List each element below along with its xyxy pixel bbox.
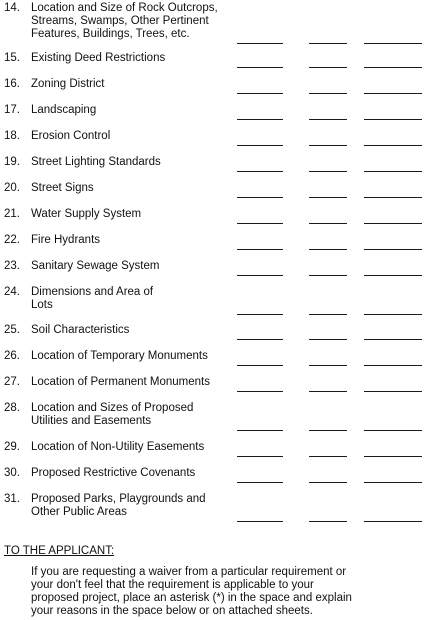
item-label-line: Existing Deed Restrictions bbox=[31, 52, 166, 64]
blank-line-2[interactable] bbox=[309, 249, 347, 250]
item-label bbox=[31, 260, 231, 273]
item-label-line: Dimensions and Area of bbox=[31, 286, 154, 298]
blank-line-3[interactable] bbox=[364, 43, 422, 44]
blank-line-2[interactable] bbox=[309, 521, 347, 522]
item-number: 31. bbox=[4, 493, 20, 505]
blank-line-2[interactable] bbox=[309, 365, 347, 366]
blank-line-1[interactable] bbox=[237, 93, 283, 94]
blank-line-1[interactable] bbox=[237, 223, 283, 224]
item-label-line: Utilities and Easements bbox=[31, 415, 152, 427]
item-number: 22. bbox=[4, 234, 20, 246]
item-label bbox=[31, 2, 231, 41]
item-label-line: Erosion Control bbox=[31, 130, 111, 142]
blank-line-3[interactable] bbox=[364, 171, 422, 172]
blank-line-1[interactable] bbox=[237, 456, 283, 457]
item-label-line: Landscaping bbox=[31, 104, 97, 116]
blank-line-1[interactable] bbox=[237, 430, 283, 431]
applicant-note-line: your reasons in the space below or on attached sheets. bbox=[31, 605, 313, 617]
applicant-note-line: your don't feel that the requirement is applicable to your bbox=[31, 579, 314, 591]
blank-line-2[interactable] bbox=[309, 314, 347, 315]
blank-line-2[interactable] bbox=[309, 43, 347, 44]
item-label bbox=[31, 156, 231, 169]
blank-line-2[interactable] bbox=[309, 391, 347, 392]
blank-line-3[interactable] bbox=[364, 314, 422, 315]
blank-line-1[interactable] bbox=[237, 339, 283, 340]
blank-line-1[interactable] bbox=[237, 67, 283, 68]
item-label bbox=[31, 104, 231, 117]
blank-line-1[interactable] bbox=[237, 521, 283, 522]
item-number: 28. bbox=[4, 402, 20, 414]
blank-line-2[interactable] bbox=[309, 119, 347, 120]
item-label bbox=[31, 402, 231, 428]
blank-line-3[interactable] bbox=[364, 482, 422, 483]
blank-line-3[interactable] bbox=[364, 119, 422, 120]
item-label-line: Zoning District bbox=[31, 78, 105, 90]
item-number: 15. bbox=[4, 52, 20, 64]
item-label-line: Lots bbox=[31, 299, 53, 311]
blank-line-2[interactable] bbox=[309, 223, 347, 224]
item-label-line: Location and Size of Rock Outcrops, bbox=[31, 2, 218, 14]
blank-line-3[interactable] bbox=[364, 197, 422, 198]
item-label-line: Street Lighting Standards bbox=[31, 156, 161, 168]
item-number: 29. bbox=[4, 441, 20, 453]
item-number: 30. bbox=[4, 467, 20, 479]
applicant-heading: TO THE APPLICANT: bbox=[4, 545, 115, 557]
applicant-note bbox=[31, 566, 421, 618]
blank-line-2[interactable] bbox=[309, 430, 347, 431]
item-label bbox=[31, 78, 231, 91]
item-number: 17. bbox=[4, 104, 20, 116]
blank-line-3[interactable] bbox=[364, 145, 422, 146]
applicant-note-line: If you are requesting a waiver from a particular requirement or bbox=[31, 566, 347, 578]
item-label bbox=[31, 182, 231, 195]
blank-line-1[interactable] bbox=[237, 119, 283, 120]
blank-line-3[interactable] bbox=[364, 339, 422, 340]
blank-line-1[interactable] bbox=[237, 197, 283, 198]
blank-line-3[interactable] bbox=[364, 67, 422, 68]
item-number: 24. bbox=[4, 286, 20, 298]
blank-line-3[interactable] bbox=[364, 223, 422, 224]
item-label-line: Sanitary Sewage System bbox=[31, 260, 160, 272]
applicant-note-line: proposed project, place an asterisk (*) in the space and explain bbox=[31, 592, 352, 604]
item-label bbox=[31, 234, 231, 247]
blank-line-2[interactable] bbox=[309, 456, 347, 457]
item-label bbox=[31, 376, 231, 389]
blank-line-1[interactable] bbox=[237, 171, 283, 172]
item-label bbox=[31, 441, 231, 454]
item-label bbox=[31, 493, 231, 519]
blank-line-2[interactable] bbox=[309, 197, 347, 198]
item-label-line: Location of Temporary Monuments bbox=[31, 350, 208, 362]
blank-line-1[interactable] bbox=[237, 43, 283, 44]
item-label-line: Proposed Parks, Playgrounds and bbox=[31, 493, 206, 505]
item-label bbox=[31, 52, 231, 65]
item-label-line: Water Supply System bbox=[31, 208, 142, 220]
blank-line-2[interactable] bbox=[309, 275, 347, 276]
blank-line-2[interactable] bbox=[309, 67, 347, 68]
item-label-line: Street Signs bbox=[31, 182, 94, 194]
blank-line-3[interactable] bbox=[364, 365, 422, 366]
blank-line-1[interactable] bbox=[237, 314, 283, 315]
item-label bbox=[31, 130, 231, 143]
blank-line-1[interactable] bbox=[237, 482, 283, 483]
item-label-line: Soil Characteristics bbox=[31, 324, 130, 336]
item-label-line: Streams, Swamps, Other Pertinent bbox=[31, 15, 209, 27]
blank-line-3[interactable] bbox=[364, 275, 422, 276]
item-label-line: Location and Sizes of Proposed bbox=[31, 402, 194, 414]
item-number: 21. bbox=[4, 208, 20, 220]
blank-line-3[interactable] bbox=[364, 391, 422, 392]
item-label-line: Other Public Areas bbox=[31, 506, 127, 518]
item-label bbox=[31, 350, 231, 363]
item-number: 26. bbox=[4, 350, 20, 362]
item-label-line: Proposed Restrictive Covenants bbox=[31, 467, 196, 479]
blank-line-2[interactable] bbox=[309, 145, 347, 146]
item-number: 20. bbox=[4, 182, 20, 194]
blank-line-1[interactable] bbox=[237, 145, 283, 146]
item-number: 16. bbox=[4, 78, 20, 90]
item-number: 27. bbox=[4, 376, 20, 388]
blank-line-1[interactable] bbox=[237, 391, 283, 392]
item-number: 14. bbox=[4, 2, 20, 14]
item-number: 25. bbox=[4, 324, 20, 336]
blank-line-2[interactable] bbox=[309, 93, 347, 94]
blank-line-3[interactable] bbox=[364, 456, 422, 457]
blank-line-3[interactable] bbox=[364, 521, 422, 522]
blank-line-3[interactable] bbox=[364, 93, 422, 94]
item-number: 23. bbox=[4, 260, 20, 272]
blank-line-2[interactable] bbox=[309, 339, 347, 340]
item-label-line: Fire Hydrants bbox=[31, 234, 101, 246]
blank-line-2[interactable] bbox=[309, 482, 347, 483]
blank-line-2[interactable] bbox=[309, 171, 347, 172]
blank-line-1[interactable] bbox=[237, 249, 283, 250]
blank-line-3[interactable] bbox=[364, 430, 422, 431]
item-label bbox=[31, 208, 231, 221]
item-label-line: Location of Non-Utility Easements bbox=[31, 441, 205, 453]
blank-line-1[interactable] bbox=[237, 365, 283, 366]
item-number: 18. bbox=[4, 130, 20, 142]
item-label bbox=[31, 467, 231, 480]
blank-line-3[interactable] bbox=[364, 249, 422, 250]
item-label-line: Location of Permanent Monuments bbox=[31, 376, 210, 388]
blank-line-1[interactable] bbox=[237, 275, 283, 276]
item-label-line: Features, Buildings, Trees, etc. bbox=[31, 28, 190, 40]
item-number: 19. bbox=[4, 156, 20, 168]
item-label bbox=[31, 286, 231, 312]
item-label bbox=[31, 324, 231, 337]
